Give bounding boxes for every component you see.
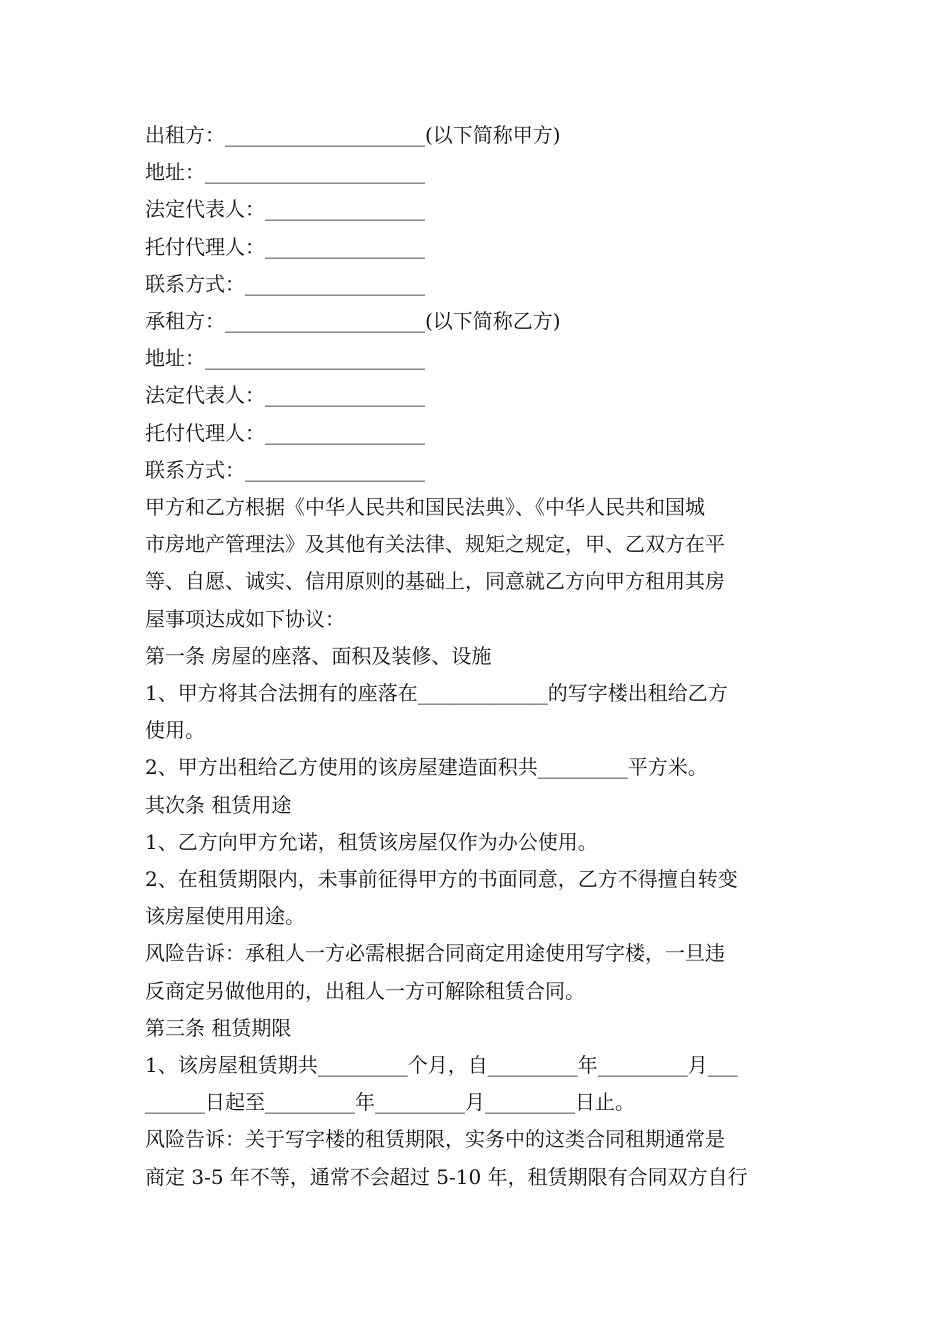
article-1-heading: 第一条 房屋的座落、面积及装修、设施 xyxy=(145,643,492,668)
contract-document xyxy=(145,117,810,1196)
article-3-clause: 1、该房屋租赁期共_________个月，自_________年_________月___ xyxy=(145,1053,738,1078)
article-2-heading: 其次条 租赁用途 xyxy=(145,792,292,817)
risk-notice: 商定 3-5 年不等，通常不会超过 5-10 年，租赁期限有合同双方自行 xyxy=(145,1164,748,1189)
lessee-address-line: 地址：______________________ xyxy=(145,346,425,371)
article-1-clause: 使用。 xyxy=(145,718,205,743)
lessee-line: 承租方：____________________(以下简称乙方) xyxy=(145,309,561,334)
preamble-line: 甲方和乙方根据《中华人民共和国民法典》、《中华人民共和国城 xyxy=(145,495,705,520)
article-3-clause: ______日起至_________年_________月_________日止。 xyxy=(145,1090,635,1115)
lessee-legal-rep-line: 法定代表人：________________ xyxy=(145,383,425,408)
preamble-line: 市房地产管理法》及其他有关法律、规矩之规定，甲、乙双方在平 xyxy=(145,532,725,557)
article-3-heading: 第三条 租赁期限 xyxy=(145,1015,292,1040)
lessor-agent-line: 托付代理人：________________ xyxy=(145,234,425,259)
lessee-contact-line: 联系方式：__________________ xyxy=(145,457,425,482)
lessor-address-line: 地址：______________________ xyxy=(145,160,425,185)
lessor-line: 出租方：____________________(以下简称甲方) xyxy=(145,123,561,147)
risk-notice: 风险告诉：承租人一方必需根据合同商定用途使用写字楼，一旦违 xyxy=(145,941,725,966)
lessor-contact-line: 联系方式：__________________ xyxy=(145,271,425,296)
article-1-clause: 2、甲方出租给乙方使用的该房屋建造面积共_________平方米。 xyxy=(145,755,708,780)
article-2-clause: 1、乙方向甲方允诺，租赁该房屋仅作为办公使用。 xyxy=(145,829,598,854)
article-2-clause: 2、在租赁期限内，未事前征得甲方的书面同意，乙方不得擅自转变 xyxy=(145,867,738,892)
lessor-legal-rep-line: 法定代表人：________________ xyxy=(145,197,425,222)
preamble-line: 等、自愿、诚实、信用原则的基础上，同意就乙方向甲方租用其房 xyxy=(145,569,725,594)
risk-notice: 反商定另做他用的，出租人一方可解除租赁合同。 xyxy=(145,978,585,1003)
article-1-clause: 1、甲方将其合法拥有的座落在_____________的写字楼出租给乙方 xyxy=(145,681,728,706)
article-2-clause: 该房屋使用用途。 xyxy=(145,904,305,929)
lessee-agent-line: 托付代理人：________________ xyxy=(145,420,425,445)
preamble-line: 屋事项达成如下协议： xyxy=(145,606,345,631)
risk-notice: 风险告诉：关于写字楼的租赁期限，实务中的这类合同租期通常是 xyxy=(145,1127,725,1152)
